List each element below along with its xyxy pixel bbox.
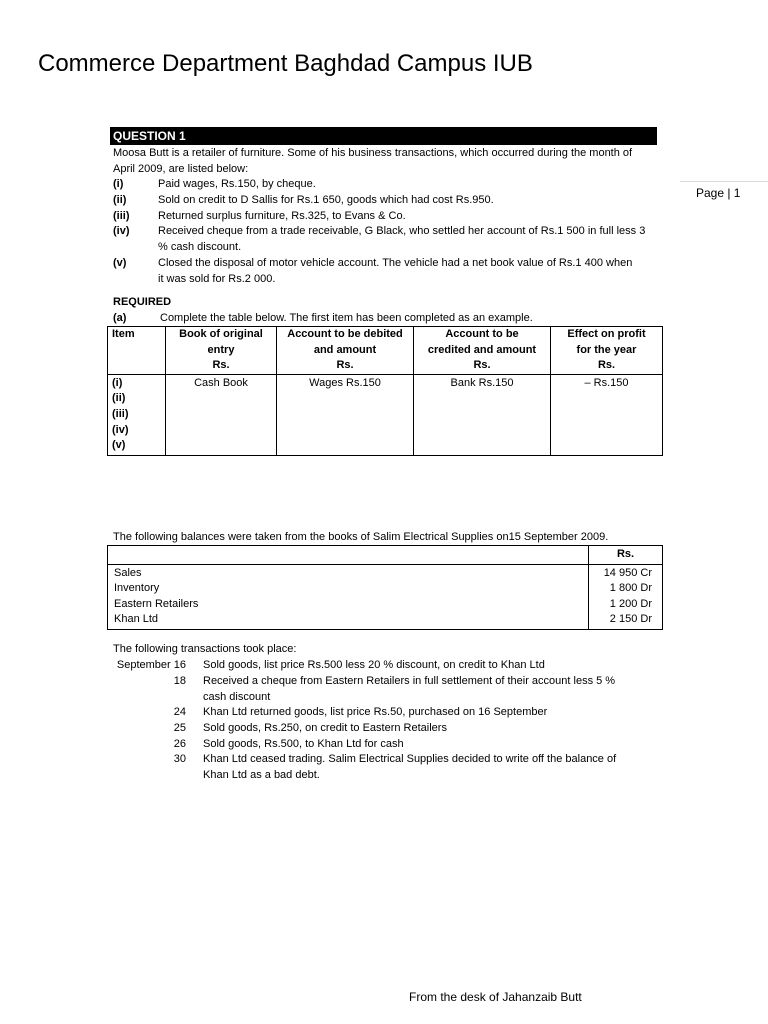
transaction-text: it was sold for Rs.2 000. [158,272,276,285]
september-date: 26 [173,738,186,750]
september-text: Sold goods, list price Rs.500 less 20 % discount, on credit to Khan Ltd [203,659,545,671]
september-date: 24 [173,706,186,718]
intro-line: April 2009, are listed below: [113,162,249,175]
part-a-label: (a) [113,312,127,324]
footer-credit: From the desk of Jahanzaib Butt [409,990,582,1004]
september-text: Khan Ltd ceased trading. Salim Electrical Supplies decided to write off the balance of [203,753,617,765]
column-header: Book of original entry Rs. [166,327,277,375]
september-text: Sold goods, Rs.500, to Khan Ltd for cash [203,738,404,750]
september-text: Khan Ltd returned goods, list price Rs.50, purchased on 16 September [203,706,548,718]
column-header: Item [108,327,166,375]
balances-amounts-cell: 14 950 Cr 1 800 Dr 1 200 Dr 2 150 Dr [589,564,663,629]
required-label: REQUIRED [113,296,172,308]
september-text: Sold goods, Rs.250, on credit to Eastern Retailers [203,722,447,734]
balances-table [107,545,663,630]
debit-cell: Wages Rs.150 [277,374,414,455]
intro-line: Moosa Butt is a retailer of furniture. Some of his business transactions, which occurred during the month of [113,147,633,159]
transaction-number: (i) [113,178,124,190]
question-intro [113,146,683,177]
question-title-bar: QUESTION 1 [110,127,657,145]
table-row [108,374,663,455]
part-a-text: Complete the table below. The first item has been completed as an example. [160,312,533,324]
page-header-title: Commerce Department Baghdad Campus IUB [38,50,533,77]
transaction-text: Closed the disposal of motor vehicle account. The vehicle had a net book value of Rs.1 400 when [158,257,633,269]
september-date: 18 [173,675,186,687]
transaction-text: Paid wages, Rs.150, by cheque. [158,178,316,190]
september-text: Khan Ltd as a bad debt. [203,768,320,781]
september-date: 25 [173,722,186,734]
balances-intro: The following balances were taken from the books of Salim Electrical Supplies on15 September 2009. [113,531,609,543]
credit-cell: Bank Rs.150 [414,374,551,455]
september-text: cash discount [203,690,271,703]
september-text: Received a cheque from Eastern Retailers in full settlement of their account less 5 % [203,675,616,687]
column-header: Account to be debited and amount Rs. [277,327,414,375]
item-list-cell: (i) (ii) (iii) (iv) (v) [108,374,166,455]
transaction-number: (ii) [113,194,127,206]
journal-table [107,326,663,456]
transaction-text: Returned surplus furniture, Rs.325, to Evans & Co. [158,210,406,222]
column-header: Account to be credited and amount Rs. [414,327,551,375]
transaction-text: Received cheque from a trade receivable, G Black, who settled her account of Rs.1 500 in full less 3 [158,225,646,237]
page-number-rule [680,181,768,182]
september-date: September 16 [116,659,186,671]
transaction-number: (iii) [113,210,130,222]
page-number: Page | 1 [696,186,741,200]
balances-header-blank [108,546,589,565]
transaction-text: Sold on credit to D Sallis for Rs.1 650, goods which had cost Rs.950. [158,194,494,206]
book-of-entry-cell: Cash Book [166,374,277,455]
september-intro: The following transactions took place: [113,643,297,655]
table-header-row [108,546,663,565]
amount-header: Rs. [589,546,663,565]
september-date: 30 [173,753,186,765]
transaction-text: % cash discount. [158,240,242,253]
table-row [108,564,663,629]
profit-effect-cell: – Rs.150 [551,374,663,455]
transaction-number: (v) [113,257,127,269]
balances-labels-cell: Sales Inventory Eastern Retailers Khan Ltd [108,564,589,629]
transaction-number: (iv) [113,225,130,237]
table-header-row [108,327,663,375]
column-header: Effect on profit for the year Rs. [551,327,663,375]
